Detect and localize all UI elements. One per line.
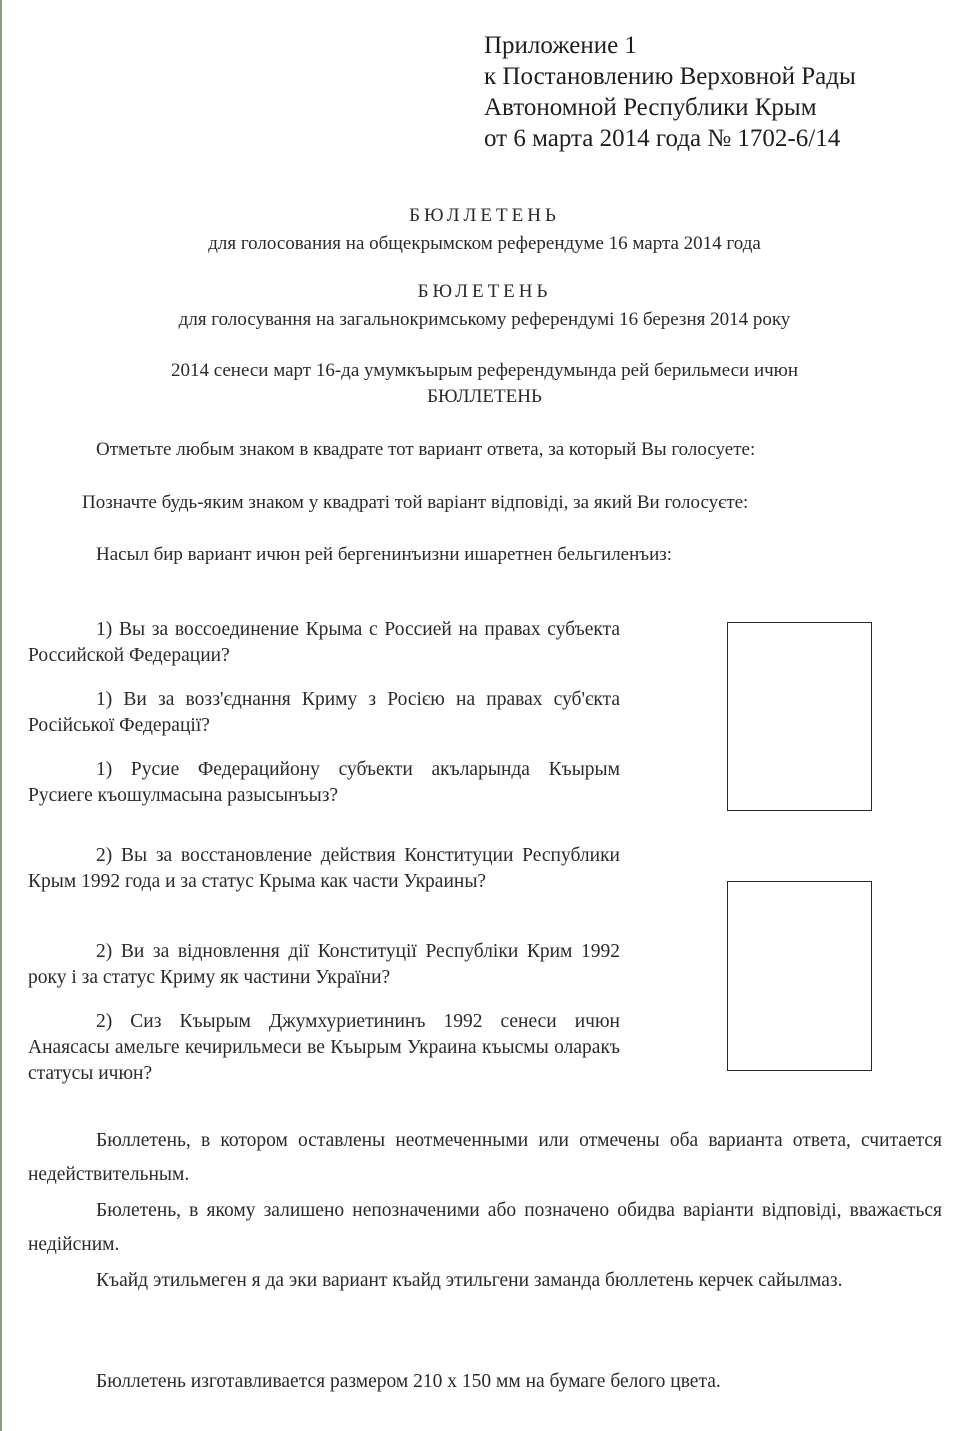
option-2-crh: 2) Сиз Къырым Джумхуриетининъ 1992 сенеси ичюн Анаясасы амельге кечирильмеси ве Къырым Украина къысмы оларакъ статусы ичюн? — [28, 1011, 620, 1084]
ballot-title-crh: БЮЛЛЕТЕНЬ — [427, 386, 542, 407]
note-paper-size: Бюллетень изготавливается размером 210 х 150 мм на бумаге белого цвета. — [96, 1371, 721, 1392]
option-2-uk: 2) Ви за відновлення дії Конституції Республіки Крим 1992 року і за статус Криму як частини України? — [28, 941, 620, 988]
instruction-ru: Отметьте любым знаком в квадрате тот вариант ответа, за который Вы голосуете: — [96, 439, 756, 460]
option-1-uk: 1) Ви за возз'єднання Криму з Росією на правах суб'єкта Російської Федерації? — [28, 689, 620, 736]
option-2-checkbox[interactable] — [727, 881, 872, 1071]
ballot-subtitle-crh: 2014 сенеси март 16-да умумкъырым референдумында рей берильмеси ичюн — [170, 360, 799, 381]
appendix-line-4: от 6 марта 2014 года № 1702-6/14 — [484, 125, 841, 152]
note-invalid-ru: Бюллетень, в котором оставлены неотмеченными или отмечены оба варианта ответа, считается недействительным. — [28, 1130, 942, 1185]
appendix-line-1: Приложение 1 — [484, 32, 637, 59]
note-invalid-uk: Бюлетень, в якому залишено непозначеними або позначено обидва варіанти відповіді, вважається недійсним. — [28, 1200, 942, 1255]
instruction-crh: Насыл бир вариант ичюн рей бергенинъизни ишаретнен бельгиленъиз: — [96, 544, 673, 565]
appendix-line-3: Автономной Республики Крым — [484, 94, 817, 121]
option-1-ru: 1) Вы за воссоединение Крыма с Россией на правах субъекта Российской Федерации? — [28, 619, 620, 666]
option-1-crh: 1) Русие Федерацийону субъекти акъларында Къырым Русиеге къошулмасына разысынъыз? — [28, 759, 620, 806]
option-2-ru: 2) Вы за восстановление действия Конституции Республики Крым 1992 года и за статус Крыма как части Украины? — [28, 845, 620, 892]
ballot-subtitle-ru: для голосования на общекрымском референдуме 16 марта 2014 года — [208, 233, 761, 254]
appendix-line-2: к Постановлению Верховной Рады — [484, 63, 856, 90]
instruction-uk: Позначте будь-яким знаком у квадраті той варіант відповіді, за який Ви голосуєте: — [82, 492, 749, 513]
ballot-title-uk: БЮЛЕТЕНЬ — [417, 281, 552, 302]
ballot-title-ru: БЮЛЛЕТЕНЬ — [409, 205, 560, 226]
appendix-block — [484, 30, 856, 154]
option-1-checkbox[interactable] — [727, 622, 872, 811]
ballot-subtitle-uk: для голосування на загальнокримському референдумі 16 березня 2014 року — [178, 309, 791, 330]
note-invalid-crh: Къайд этильмеген я да эки вариант къайд этильгени заманда бюллетень керчек сайылмаз. — [96, 1270, 843, 1291]
